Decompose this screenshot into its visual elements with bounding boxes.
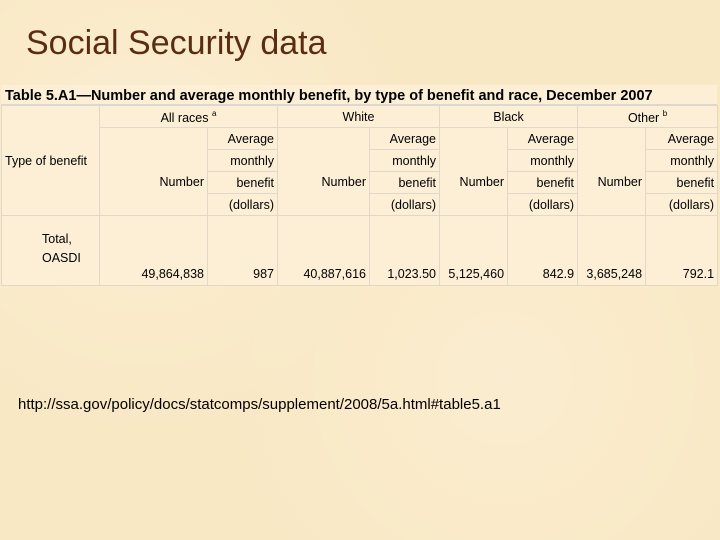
group-header-all-races (100, 106, 278, 128)
benefit-header-line: benefit (646, 172, 718, 194)
slide-title: Social Security data (26, 24, 327, 62)
cell-all-races-number: 49,864,838 (100, 216, 208, 286)
benefit-header-line: (dollars) (208, 194, 278, 216)
benefit-header-line: monthly (646, 150, 718, 172)
benefit-header-line: benefit (370, 172, 440, 194)
group-label: White (342, 109, 375, 124)
cell-white-number: 40,887,616 (278, 216, 370, 286)
cell-white-benefit: 1,023.50 (370, 216, 440, 286)
group-header-white (278, 106, 440, 128)
benefit-header-line: Average (370, 128, 440, 150)
cell-all-races-benefit: 987 (208, 216, 278, 286)
benefit-header-line: monthly (370, 150, 440, 172)
benefit-header-line: benefit (208, 172, 278, 194)
benefit-header-line: benefit (508, 172, 578, 194)
group-header-black (440, 106, 578, 128)
benefit-header-line: (dollars) (646, 194, 718, 216)
benefit-table (1, 85, 717, 286)
table-caption: Table 5.A1—Number and average monthly benefit, by type of benefit and race, December 2007 (1, 85, 717, 105)
benefit-header-line: Average (508, 128, 578, 150)
benefit-header-line: (dollars) (508, 194, 578, 216)
cell-other-number: 3,685,248 (578, 216, 646, 286)
data-table (1, 105, 718, 286)
row-label-line: OASDI (42, 251, 81, 265)
number-header: Number (440, 128, 508, 216)
cell-black-benefit: 842.9 (508, 216, 578, 286)
row-label (2, 216, 100, 286)
benefit-header-line: (dollars) (370, 194, 440, 216)
footnote-marker: a (211, 108, 217, 118)
benefit-header-line: Average (646, 128, 718, 150)
benefit-header-line: monthly (508, 150, 578, 172)
benefit-header-line: monthly (208, 150, 278, 172)
group-label: Other (627, 110, 660, 125)
group-label: All races (160, 110, 209, 125)
number-header: Number (278, 128, 370, 216)
number-header: Number (100, 128, 208, 216)
table-row (2, 216, 718, 286)
group-label: Black (493, 109, 524, 124)
cell-other-benefit: 792.1 (646, 216, 718, 286)
footnote-marker: b (662, 108, 668, 118)
benefit-header-line: Average (208, 128, 278, 150)
source-url: http://ssa.gov/policy/docs/statcomps/supplement/2008/5a.html#table5.a1 (18, 396, 501, 413)
row-label-line: Total, (42, 232, 72, 246)
type-of-benefit-header: Type of benefit (2, 106, 100, 216)
group-header-other (578, 106, 718, 128)
number-header: Number (578, 128, 646, 216)
cell-black-number: 5,125,460 (440, 216, 508, 286)
